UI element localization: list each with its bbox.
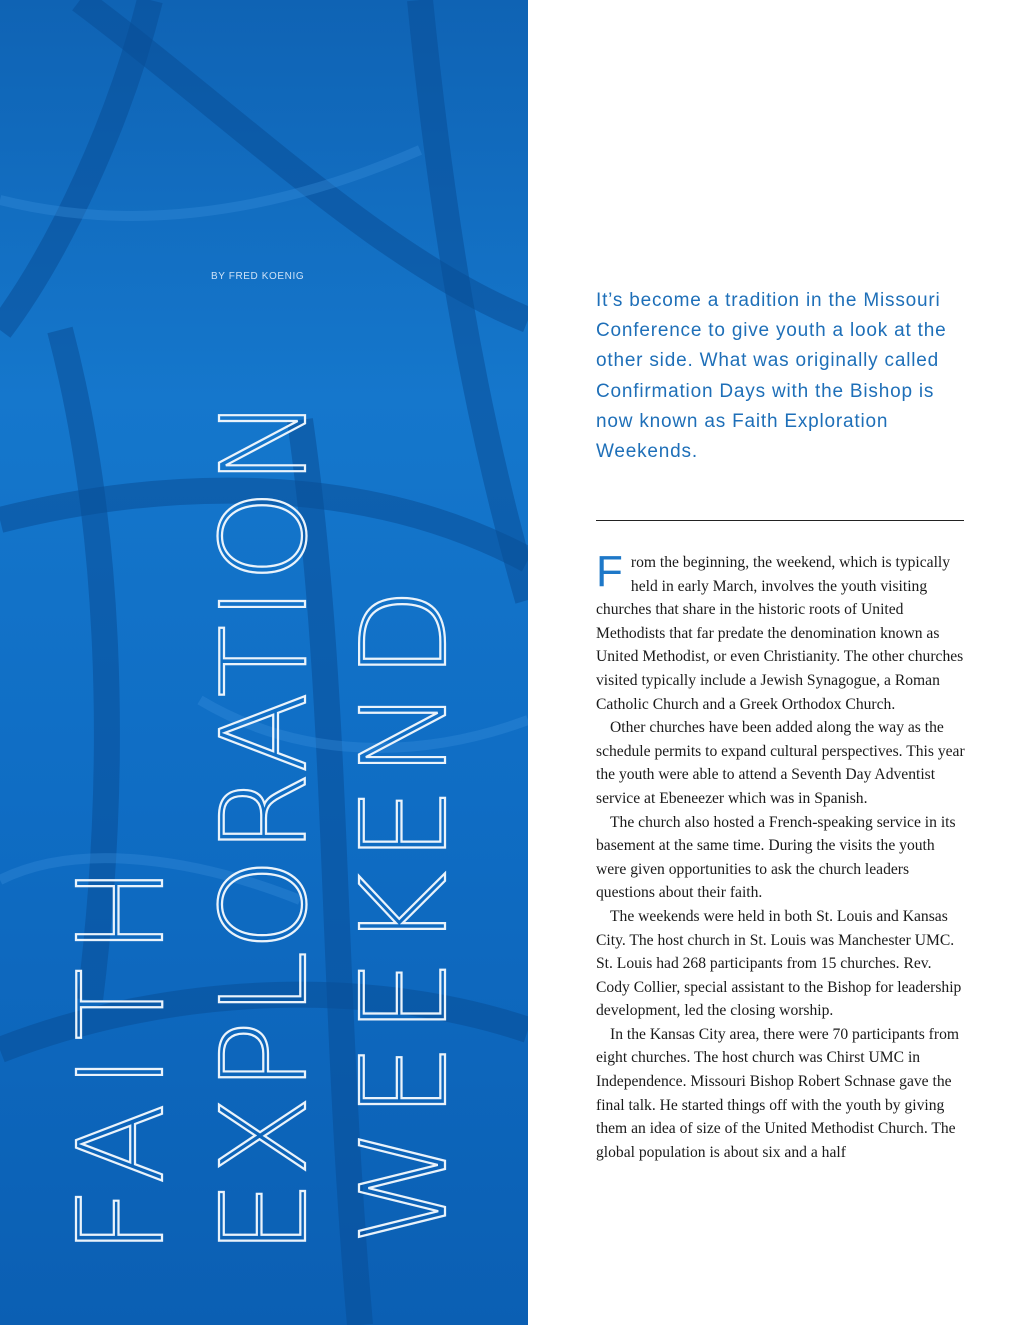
title-line-exploration: EXPLORATION [195, 393, 333, 1255]
title-line-faith: FAITH [52, 851, 190, 1255]
intro-deck [596, 286, 976, 467]
article-body [596, 547, 968, 1164]
paragraph-5: In the Kansas City area, there were 70 participants from eight churches. The host church was Chirst UMC in Independence. Missouri Bishop Robert Schnase gave the final talk. He started things off with the youth by giving them an idea of size of the United Methodist Church. The global population is about six and a half [596, 1025, 959, 1161]
paragraph-2: Other churches have been added along the way as the schedule permits to expand cultural perspectives. This year the youth were able to attend a Seventh Day Adventist service at Ebeneezer which was in Spanish. [596, 719, 965, 807]
paragraph-1-text: rom the beginning, the weekend, which is typically held in early March, involves the youth visiting churches that share in the historic roots of United Methodists that far predate the denomination known as United Methodist, or even Christianity. The other churches visited typically include a Jewish Synagogue, a Roman Catholic Church and a Greek Orthodox Church. [596, 554, 964, 713]
paragraph-1 [596, 547, 968, 716]
title-line-weekend: WEEKEND [335, 578, 473, 1245]
byline: BY FRED KOENIG [211, 271, 305, 282]
drop-cap: F [596, 547, 623, 596]
paragraph-4: The weekends were held in both St. Louis and Kansas City. The host church in St. Louis was Manchester UMC. St. Louis had 268 participants from 15 churches. Rev. Cody Collier, special assistant to the Bishop for leadership development, led the closing worship. [596, 907, 962, 1020]
divider-rule [596, 520, 964, 521]
paragraph-3: The church also hosted a French-speaking service in its basement at the same time. During the visits the youth were given opportunities to ask the church leaders questions about their faith. [596, 813, 956, 902]
intro-text: It’s become a tradition in the Missouri Conference to give youth a look at the other side. What was originally called Confirmation Days with the Bishop is now known as Faith Exploration Weekends. [596, 290, 947, 463]
